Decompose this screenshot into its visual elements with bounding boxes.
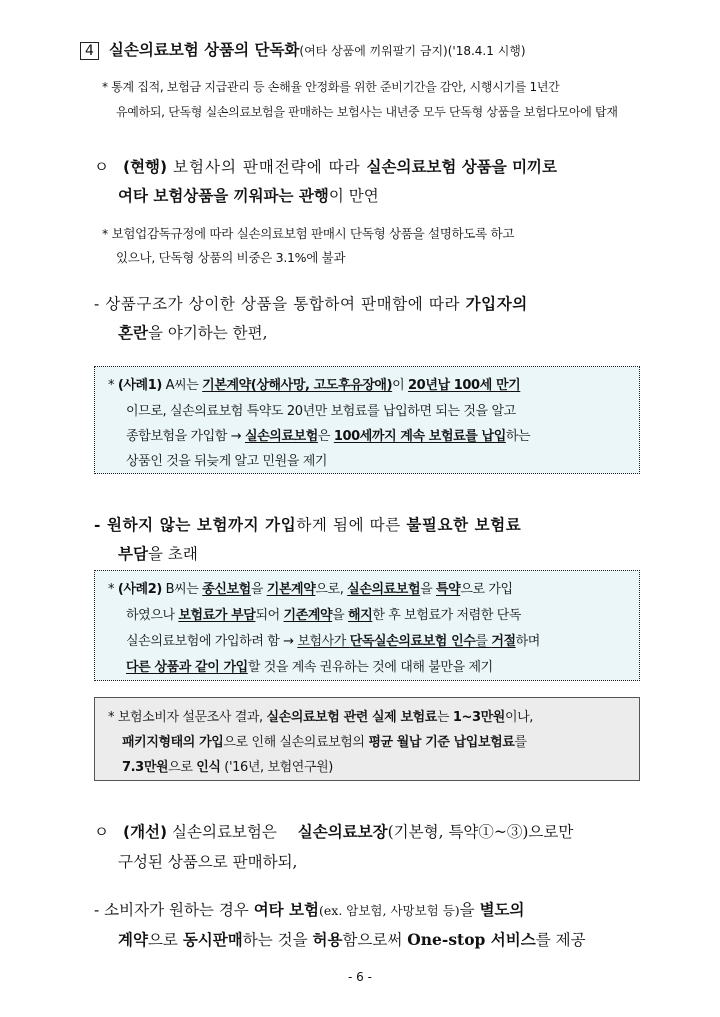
case2-text-h: 특약 [436,582,461,597]
bullet-circle: ㅇ [94,158,109,176]
case1-text-a: A씨는 [161,378,203,393]
case2-text-p: 한 후 보험료가 저렴한 단독 [372,608,522,623]
case2-text-l: 되어 [255,608,284,623]
point2-text-a: - 원하지 않는 보험까지 가입 [94,515,297,534]
current-note-line1: * 보험업감독규정에 따라 실손의료보험 판매시 단독형 상품을 설명하도록 하고 [102,226,515,241]
bullet-circle: ㅇ [94,823,109,841]
case2-text-a: B씨는 [161,582,203,597]
survey-text-h: 평균 월납 기준 납입보험료 [368,735,515,750]
case1-text-d: 20년납 100세 만기 [408,378,521,393]
case1-text-c: 이 [392,378,409,393]
current-text-b: 실손의료보험 상품 [366,158,492,176]
point3-text-k: 함으로써 [342,931,408,949]
point3-text-d: 을 [459,901,480,919]
case2-text-x: 할 것을 계속 권유하는 것에 대해 불만을 제기 [247,660,493,675]
survey-text-g: 으로 인해 실손의료보험의 [223,735,369,750]
survey-line2 [122,731,527,750]
case1-text-f: 실손의료보험 [244,429,318,444]
point3-line1 [94,898,525,920]
case2-text-f: 실손의료보험 [347,582,421,597]
case2-text-s: 단독실손의료보험 인수 [349,634,476,649]
survey-text-e: 이나, [504,710,533,725]
point3-text-m: 를 제공 [535,931,586,949]
survey-text-j: 7.3만원 [122,760,169,775]
case2-text-j: 하였으나 [126,608,179,623]
point1-text-d: 을 야기하는 한편, [147,324,268,342]
point2-text-e: 을 초래 [147,545,198,563]
point1-text-a: - 상품구조가 상이한 상품을 통합하여 판매함에 따라 [94,295,466,313]
page-number: - 6 - [348,970,372,984]
case2-text-k: 보험료가 부담 [178,608,256,623]
point1-text-c: 혼란 [118,323,148,342]
improvement-line2: 구성된 상품으로 판매하되, [118,853,298,871]
case2-text-t: 를 [475,634,492,649]
section-title-paren: (여타 상품에 끼워팔기 금지) [299,44,448,58]
survey-text-b: 실손의료보험 관련 실제 보험료 [266,710,437,725]
current-text-d: 여타 보험상품을 끼워파는 관행 [118,187,329,205]
current-line1 [94,155,557,177]
case2-text-c: 을 [250,582,267,597]
case1-line1 [108,374,520,393]
case2-text-b: 종신보험 [202,582,251,597]
improvement-text-c: (기본형, 특약①~③)으로만 [387,823,574,841]
survey-text-i: 를 [514,735,527,750]
survey-text-m: ('16년, 보험연구원) [220,760,333,775]
point2-text-b: 하게 됨에 따른 [296,516,407,534]
case1-text-b: 기본계약(상해사망, 고도후유장애) [202,378,393,393]
case2-line4 [126,656,493,675]
point1-line2 [118,321,268,343]
survey-line3 [122,756,333,775]
case2-text-m: 기존계약 [283,608,333,623]
point3-text-f: 계약 [118,930,148,949]
survey-text-d: 1~3만원 [452,710,505,725]
case2-label: (사례2) [117,582,162,597]
case2-text-o: 해지 [348,608,373,623]
point3-text-l: One-stop 서비스 [407,930,536,949]
point2-text-d: 부담 [118,544,148,563]
current-text-e: 이 만연 [328,187,379,205]
case1-asterisk: * [108,378,118,393]
case2-text-i: 으로 가입 [460,582,513,597]
point3-text-c: (ex. 암보험, 사망보험 등) [319,903,460,918]
point2-line2 [118,542,198,564]
point3-text-g: 으로 [147,931,183,949]
current-label: (현행) [122,158,168,176]
case2-line1 [108,578,513,597]
current-text-a: 보험사의 판매전략에 따라 [167,158,367,176]
survey-text-a: * 보험소비자 설문조사 결과, [108,710,267,725]
survey-text-l: 인식 [196,760,221,775]
section-heading [80,38,526,60]
case2-text-d: 기본계약 [266,582,316,597]
case1-label: (사례1) [117,378,162,393]
case2-text-q: 실손의료보험에 가입하려 함 → [126,634,298,649]
section-number: 4 [80,42,99,60]
case1-line3 [126,425,530,444]
point3-text-a: - 소비자가 원하는 경우 [94,901,254,919]
case2-text-w: 다른 상품과 같이 가입 [126,660,248,675]
point2-line1 [94,513,521,535]
point3-text-b: 여타 보험 [253,900,319,919]
case2-line2 [126,604,521,623]
section-title: 실손의료보험 상품의 단독화 [108,41,300,59]
point1-line1 [94,292,528,314]
section-note-line1: * 통계 집적, 보험금 지급관리 등 손해율 안정화를 위한 준비기간을 감안, 시행시기를 1년간 [102,80,560,94]
case2-text-e: 으로, [315,582,348,597]
case2-text-v: 하며 [515,634,540,649]
point3-text-j: 허용 [312,930,343,949]
improvement-text-a: 실손의료보험은 [167,823,282,841]
current-line2 [118,184,379,206]
case2-text-g: 을 [420,582,436,597]
case1-text-e: 종합보험을 가입함 → [126,429,245,444]
point3-line2 [118,928,586,950]
point1-text-b: 가입자의 [465,294,528,313]
case1-text-g: 은 [317,429,334,444]
case2-text-u: 거절 [491,634,516,649]
survey-line1 [108,706,533,725]
improvement-text-b: 실손의료보장 [297,823,388,841]
case2-text-n: 을 [332,608,349,623]
case2-text-r: 보험사가 [297,634,350,649]
case1-line4: 상품인 것을 뒤늦게 알고 민원을 제기 [126,454,328,469]
case2-asterisk: * [108,582,118,597]
survey-text-k: 으로 [168,760,197,775]
case1-line2: 이므로, 실손의료보험 특약도 20년만 보험료를 납입하면 되는 것을 알고 [126,404,516,419]
current-note-line2: 있으나, 단독형 상품의 비중은 3.1%에 불과 [116,250,346,265]
section-date: ('18.4.1 시행) [447,44,526,58]
current-text-c: 을 미끼로 [491,158,558,176]
section-note-line2: 유예하되, 단독형 실손의료보험을 판매하는 보험사는 내년중 모두 단독형 상품을 보험다모아에 탑재 [116,105,618,119]
point3-text-h: 동시판매 [182,930,243,949]
point2-text-c: 불필요한 보험료 [406,515,522,534]
case2-line3 [126,630,540,649]
improvement-label: (개선) [122,823,168,841]
survey-text-f: 패키지형태의 가입 [122,735,224,750]
survey-text-c: 는 [436,710,453,725]
point3-text-i: 하는 것을 [242,931,313,949]
case1-text-h: 100세까지 계속 보험료를 납입 [333,429,506,444]
case1-text-i: 하는 [505,429,531,444]
improvement-line1 [94,820,573,842]
point3-text-e: 별도의 [479,900,525,919]
